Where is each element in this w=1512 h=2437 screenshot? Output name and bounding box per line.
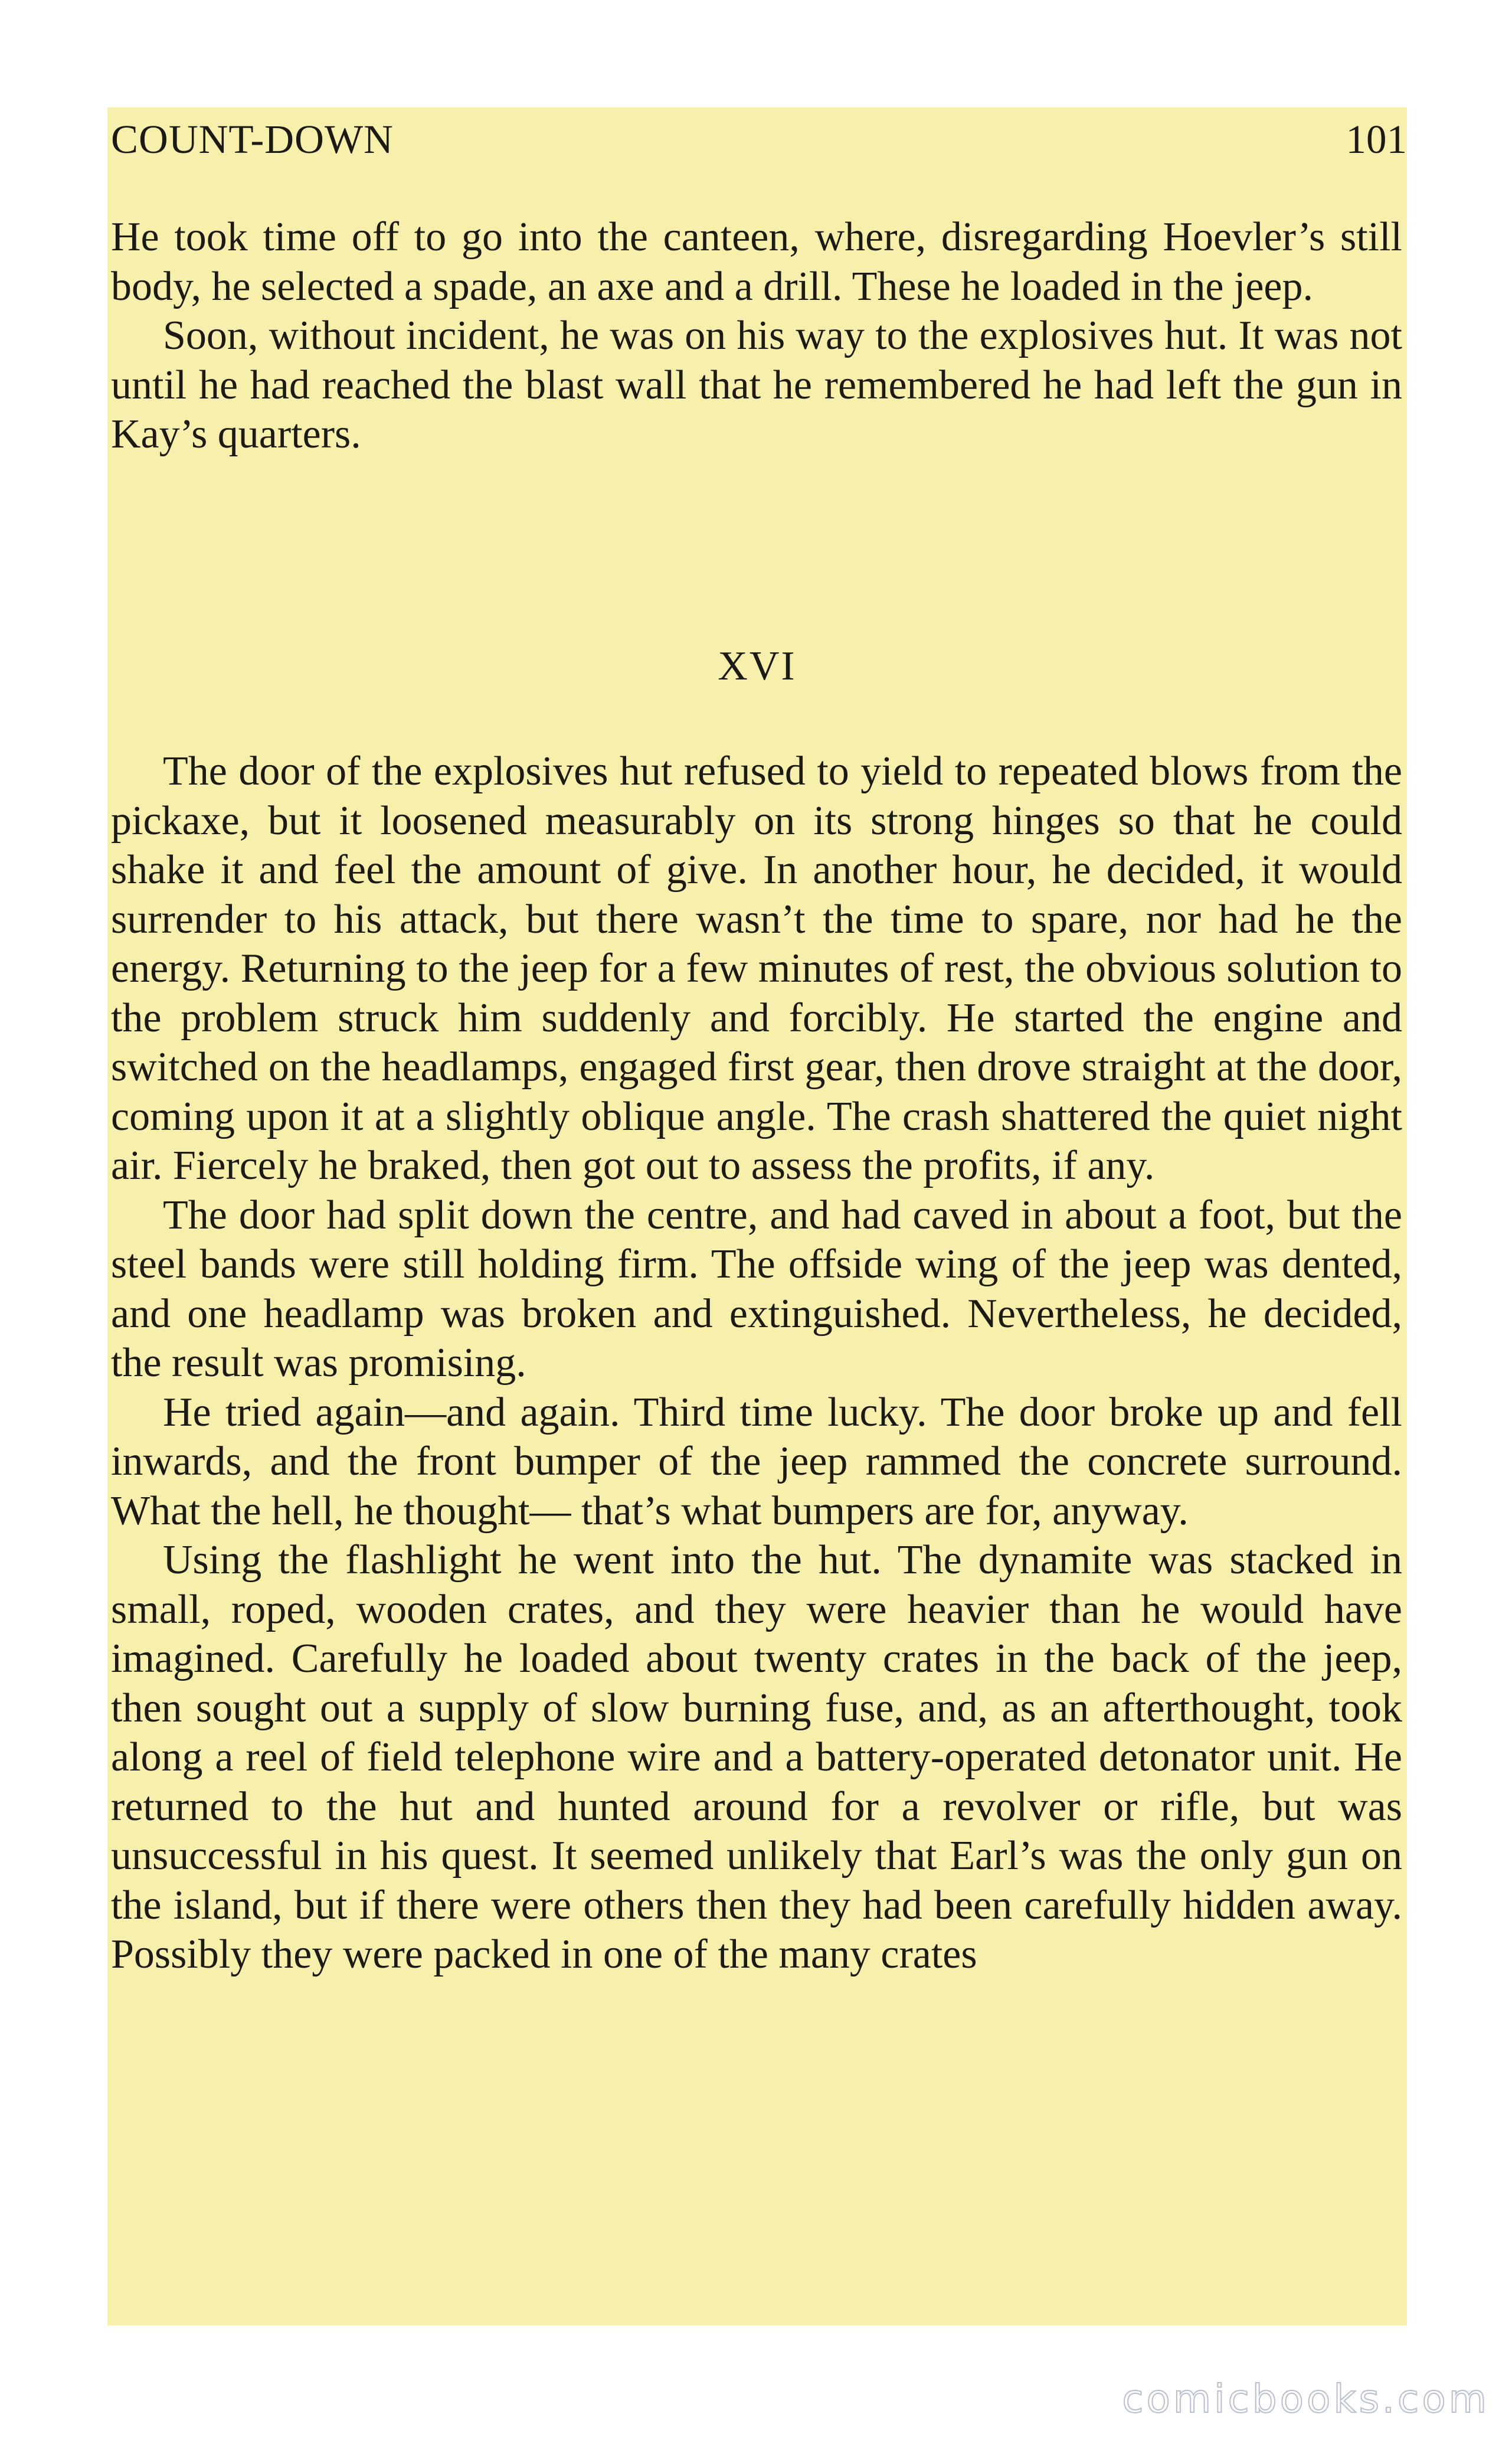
page-number: 101 xyxy=(1346,117,1407,162)
section-two-text xyxy=(111,747,1402,1979)
chapter-heading: XVI xyxy=(718,643,797,689)
paragraph: The door of the explosives hut refused to yield to repeated blows from the pickaxe, but it loosened measurably on its strong hinges so that he could shake it and feel the amount of give. In another hour, he decided, it would surrender to his attack, but there wasn’t the time to spare, nor had he the energy. Returning to the jeep for a few minutes of rest, the obvious solution to the problem struck him suddenly and forcibly. He started the engine and switched on the headlamps, engaged first gear, then drove straight at the door, coming upon it at a slightly oblique angle. The crash shattered the quiet night air. Fiercely he braked, then got out to assess the profits, if any. xyxy=(111,749,1402,1188)
paragraph: The door had split down the centre, and had caved in about a foot, but the steel bands were still holding firm. The offside wing of the jeep was dented, and one headlamp was broken and extinguished. Nevertheless, he decided, the result was promising. xyxy=(111,1192,1402,1386)
paragraph: He tried again—and again. Third time lucky. The door broke up and fell inwards, and the front bumper of the jeep rammed the concrete surround. What the hell, he thought— that’s what bumpers are for, anyway. xyxy=(111,1389,1402,1534)
watermark-logo: comicbooks.com xyxy=(1122,2376,1490,2422)
running-head xyxy=(107,116,1407,163)
section-one-text xyxy=(111,213,1402,459)
book-page xyxy=(107,107,1407,2325)
paragraph: He took time off to go into the canteen, where, disregarding Hoevler’s still body, he selected a spade, an axe and a drill. These he loaded in the jeep. xyxy=(111,214,1402,309)
running-title: COUNT-DOWN xyxy=(111,117,394,162)
paragraph: Using the flashlight he went into the hut. The dynamite was stacked in small, roped, wooden crates, and they were heavier than he would have imagined. Carefully he loaded about twenty crates in the back of the jeep, then sought out a supply of slow burning fuse, and, as an afterthought, took along a reel of field telephone wire and a battery-operated detonator unit. He returned to the hut and hunted around for a revolver or rifle, but was unsuccessful in his quest. It seemed unlikely that Earl’s was the only gun on the island, but if there were others then they had been carefully hidden away. Possibly they were packed in one of the many crates xyxy=(111,1537,1402,1977)
paragraph: Soon, without incident, he was on his way to the explosives hut. It was not until he had reached the blast wall that he remembered he had left the gun in Kay’s quarters. xyxy=(111,313,1402,457)
